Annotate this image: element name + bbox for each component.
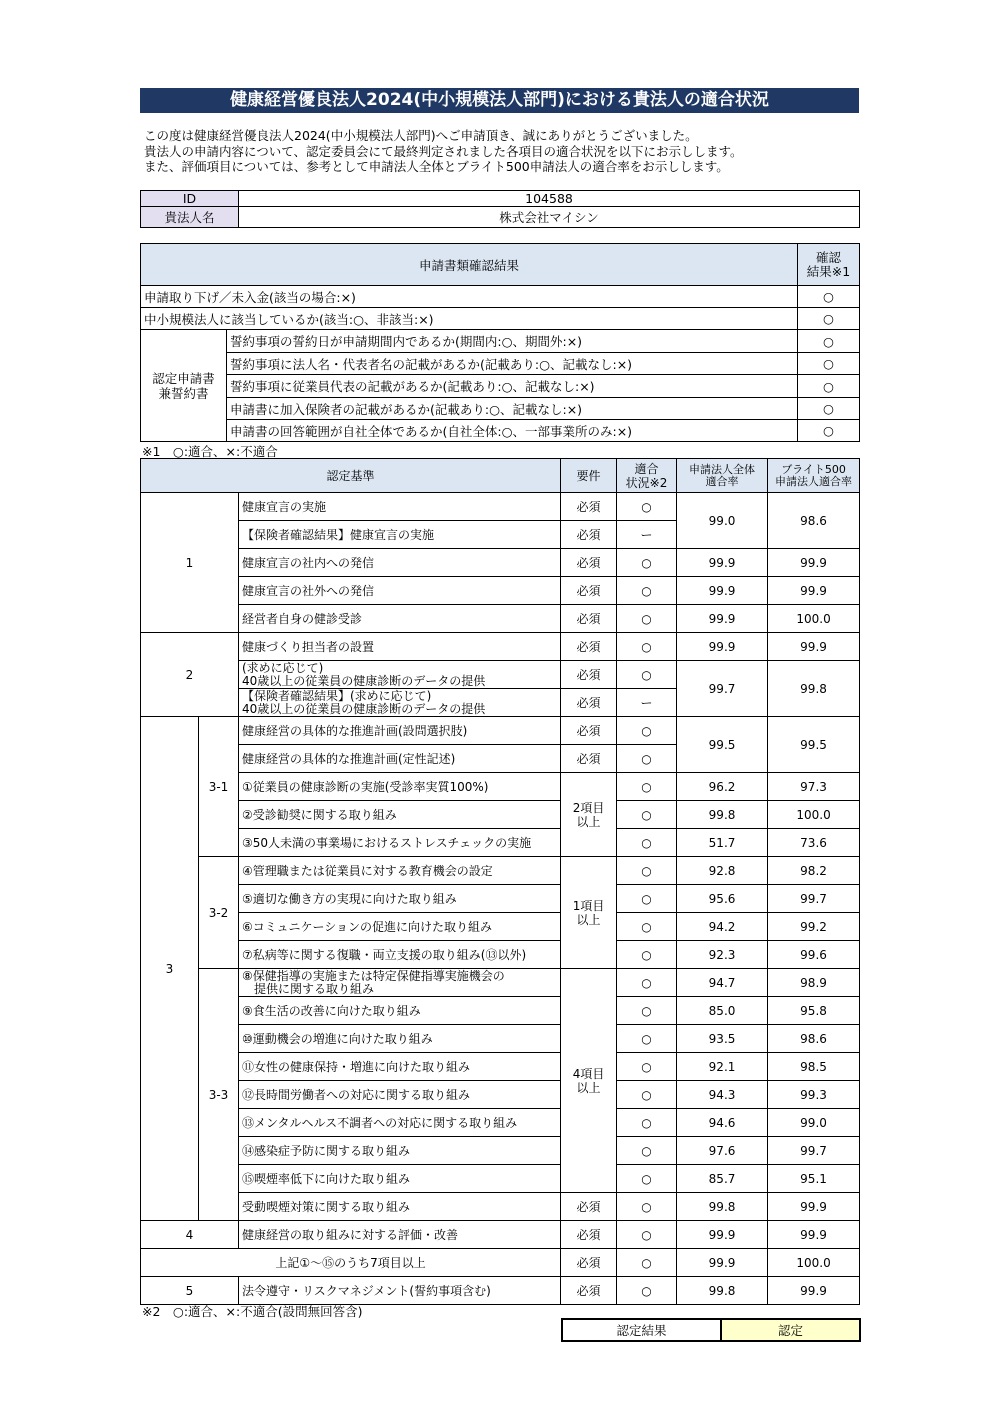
requirement: 必須 <box>561 605 617 633</box>
status: ○ <box>617 1193 677 1221</box>
bright500-rate: 99.9 <box>768 633 860 661</box>
final-result-value: 認定 <box>721 1319 860 1341</box>
criteria-item <box>239 689 561 717</box>
requirement: 必須 <box>561 633 617 661</box>
req-line: 4項目 <box>572 1066 605 1081</box>
criteria-item: ⑮喫煙率低下に向けた取り組み <box>239 1165 561 1193</box>
criteria-item: ③50人未満の事業場におけるストレスチェックの実施 <box>239 829 561 857</box>
requirement <box>561 969 617 1193</box>
bright500-rate: 99.8 <box>768 661 860 717</box>
requirement: 必須 <box>561 1193 617 1221</box>
status: ー <box>617 521 677 549</box>
criteria-item: ⑩運動機会の増進に向けた取り組み <box>239 1025 561 1053</box>
bright500-rate: 99.9 <box>768 549 860 577</box>
check-row-result: ○ <box>798 330 860 353</box>
status: ○ <box>617 1081 677 1109</box>
bright500-rate: 100.0 <box>768 605 860 633</box>
status: ○ <box>617 969 677 997</box>
bright500-rate: 73.6 <box>768 829 860 857</box>
bright500-rate: 99.0 <box>768 1109 860 1137</box>
intro-text <box>144 128 743 175</box>
check-row-label: 申請取り下げ／未入金(該当の場合:×) <box>141 286 798 308</box>
status: ○ <box>617 829 677 857</box>
criteria-item <box>239 969 561 997</box>
bright500-rate: 99.7 <box>768 1137 860 1165</box>
all-rate: 99.9 <box>677 549 768 577</box>
group-label: 5 <box>141 1277 239 1305</box>
status: ○ <box>617 1053 677 1081</box>
final-result-label: 認定結果 <box>562 1319 721 1341</box>
bright500-rate: 100.0 <box>768 801 860 829</box>
criteria-item: ②受診勧奨に関する取り組み <box>239 801 561 829</box>
header-line: 確認 <box>816 249 842 265</box>
requirement: 必須 <box>561 549 617 577</box>
check-row-result: ○ <box>798 375 860 398</box>
status: ○ <box>617 745 677 773</box>
check-row-label: 中小規模法人に該当しているか(該当:○、非該当:×) <box>141 308 798 330</box>
status: ○ <box>617 661 677 689</box>
requirement <box>561 773 617 857</box>
group-label-line: 兼誓約書 <box>158 385 209 401</box>
bright500-rate: 98.6 <box>768 493 860 549</box>
criteria-item: ⑦私病等に関する復職・両立支援の取り組み(⑬以外) <box>239 941 561 969</box>
status: ○ <box>617 1137 677 1165</box>
req-line: 以上 <box>576 912 601 927</box>
check-row-label: 申請書に加入保険者の記載があるか(記載あり:○、記載なし:×) <box>227 398 798 420</box>
status: ○ <box>617 717 677 745</box>
check-row-result: ○ <box>798 308 860 330</box>
status: ー <box>617 689 677 717</box>
all-rate: 99.9 <box>677 633 768 661</box>
all-rate: 99.8 <box>677 801 768 829</box>
requirement: 必須 <box>561 521 617 549</box>
requirement <box>561 857 617 969</box>
criteria-item: 健康宣言の社内への発信 <box>239 549 561 577</box>
header-line: 結果※1 <box>806 263 851 279</box>
bright500-rate-header <box>768 459 860 493</box>
item-line: 提供に関する取り組み <box>242 981 375 996</box>
requirement: 必須 <box>561 689 617 717</box>
requirement: 必須 <box>561 661 617 689</box>
all-rate: 99.9 <box>677 1249 768 1277</box>
criteria-item: ⑭感染症予防に関する取り組み <box>239 1137 561 1165</box>
all-rate: 92.3 <box>677 941 768 969</box>
check-row-label: 申請書の回答範囲が自社全体であるか(自社全体:○、一部事業所のみ:×) <box>227 420 798 442</box>
criteria-item: 健康経営の具体的な推進計画(定性記述) <box>239 745 561 773</box>
requirement-header: 要件 <box>561 459 617 493</box>
status: ○ <box>617 1165 677 1193</box>
status-header <box>617 459 677 493</box>
pledge-group-label <box>141 330 227 442</box>
req-line: 2項目 <box>572 800 605 815</box>
subgroup-label: 3-1 <box>199 717 239 857</box>
status: ○ <box>617 801 677 829</box>
group-label-line: 認定申請書 <box>152 370 215 386</box>
criteria-item: 健康経営の具体的な推進計画(設問選択肢) <box>239 717 561 745</box>
subgroup-label: 3-3 <box>199 969 239 1221</box>
subgroup-label: 3-2 <box>199 857 239 969</box>
all-rate: 92.1 <box>677 1053 768 1081</box>
bright500-rate: 98.5 <box>768 1053 860 1081</box>
all-rate: 94.3 <box>677 1081 768 1109</box>
criteria-item: ⑥コミュニケーションの促進に向けた取り組み <box>239 913 561 941</box>
all-rate: 97.6 <box>677 1137 768 1165</box>
item-line: (求めに応じて) <box>242 660 324 675</box>
status: ○ <box>617 997 677 1025</box>
all-rate: 99.9 <box>677 605 768 633</box>
criteria-item: ⑨食生活の改善に向けた取り組み <box>239 997 561 1025</box>
status: ○ <box>617 1249 677 1277</box>
group-label: 2 <box>141 633 239 717</box>
final-result-table <box>561 1318 861 1342</box>
corp-name-value: 株式会社マイシン <box>239 207 860 228</box>
criteria-item: ①従業員の健康診断の実施(受診率実質100%) <box>239 773 561 801</box>
all-rate: 99.5 <box>677 717 768 773</box>
all-rate: 99.7 <box>677 661 768 717</box>
status: ○ <box>617 577 677 605</box>
criteria-item: ④管理職または従業員に対する教育機会の設定 <box>239 857 561 885</box>
bright500-rate: 99.7 <box>768 885 860 913</box>
all-rate: 94.6 <box>677 1109 768 1137</box>
status: ○ <box>617 913 677 941</box>
item-line: 【保険者確認結果】(求めに応じて) <box>242 688 432 703</box>
requirement: 必須 <box>561 1249 617 1277</box>
requirement: 必須 <box>561 1277 617 1305</box>
all-rate: 96.2 <box>677 773 768 801</box>
status: ○ <box>617 1025 677 1053</box>
check-row-result: ○ <box>798 398 860 420</box>
all-rate-header <box>677 459 768 493</box>
all-rate: 85.7 <box>677 1165 768 1193</box>
intro-line: この度は健康経営優良法人2024(中小規模法人部門)へご申請頂き、誠にありがとうございました。 <box>144 128 698 143</box>
group-label: 3 <box>141 717 199 1221</box>
all-rate: 51.7 <box>677 829 768 857</box>
all-rate: 85.0 <box>677 997 768 1025</box>
check-row-result: ○ <box>798 420 860 442</box>
check-row-result: ○ <box>798 286 860 308</box>
page-title: 健康経営優良法人2024(中小規模法人部門)における貴法人の適合状況 <box>140 88 859 113</box>
all-rate: 99.0 <box>677 493 768 549</box>
status: ○ <box>617 549 677 577</box>
all-rate: 94.2 <box>677 913 768 941</box>
intro-line: また、評価項目については、参考として申請法人全体とブライト500申請法人の適合率をお示しします。 <box>144 159 729 174</box>
status: ○ <box>617 633 677 661</box>
criteria-item: 【保険者確認結果】健康宣言の実施 <box>239 521 561 549</box>
status: ○ <box>617 1221 677 1249</box>
all-rate: 99.8 <box>677 1193 768 1221</box>
criteria-item: ⑬メンタルヘルス不調者への対応に関する取り組み <box>239 1109 561 1137</box>
bright500-rate: 95.8 <box>768 997 860 1025</box>
criteria-item: 健康宣言の社外への発信 <box>239 577 561 605</box>
check-result-header <box>798 244 860 286</box>
status: ○ <box>617 857 677 885</box>
bright500-rate: 99.2 <box>768 913 860 941</box>
req-line: 以上 <box>576 814 601 829</box>
document-check-header: 申請書類確認結果 <box>141 244 798 286</box>
requirement: 必須 <box>561 577 617 605</box>
req-line: 1項目 <box>572 898 605 913</box>
status: ○ <box>617 773 677 801</box>
req-line: 以上 <box>576 1080 601 1095</box>
bright500-rate: 100.0 <box>768 1249 860 1277</box>
check-note: ※1 ○:適合、×:不適合 <box>142 444 278 459</box>
criteria-item: 法令遵守・リスクマネジメント(誓約事項含む) <box>239 1277 561 1305</box>
group-label: 1 <box>141 493 239 633</box>
criteria-item: 健康宣言の実施 <box>239 493 561 521</box>
status: ○ <box>617 941 677 969</box>
bright500-rate: 99.9 <box>768 577 860 605</box>
criteria-header: 認定基準 <box>141 459 561 493</box>
bright500-rate: 99.9 <box>768 1277 860 1305</box>
bright500-rate: 99.9 <box>768 1221 860 1249</box>
all-rate: 93.5 <box>677 1025 768 1053</box>
corp-name-label: 貴法人名 <box>141 207 239 228</box>
check-row-label: 誓約事項の誓約日が申請期間内であるか(期間内:○、期間外:×) <box>227 330 798 353</box>
all-rate: 99.9 <box>677 1221 768 1249</box>
bright500-rate: 99.6 <box>768 941 860 969</box>
all-rate: 99.8 <box>677 1277 768 1305</box>
requirement: 必須 <box>561 1221 617 1249</box>
bright500-rate: 99.3 <box>768 1081 860 1109</box>
status: ○ <box>617 885 677 913</box>
group-label: 4 <box>141 1221 239 1249</box>
header-line: ブライト500 <box>781 462 846 476</box>
header-line: 申請法人適合率 <box>775 474 853 488</box>
item-line: 40歳以上の従業員の健康診断のデータの提供 <box>242 701 486 716</box>
criteria-item <box>239 661 561 689</box>
criteria-item: 上記①～⑮のうち7項目以上 <box>141 1249 561 1277</box>
corp-info-table <box>140 190 860 228</box>
id-value: 104588 <box>239 191 860 207</box>
status: ○ <box>617 493 677 521</box>
document-check-table <box>140 243 860 442</box>
all-rate: 95.6 <box>677 885 768 913</box>
requirement: 必須 <box>561 493 617 521</box>
criteria-item: ⑪女性の健康保持・増進に向けた取り組み <box>239 1053 561 1081</box>
criteria-item: ⑤適切な働き方の実現に向けた取り組み <box>239 885 561 913</box>
criteria-item: 経営者自身の健診受診 <box>239 605 561 633</box>
status: ○ <box>617 605 677 633</box>
criteria-item: 受動喫煙対策に関する取り組み <box>239 1193 561 1221</box>
bright500-rate: 98.6 <box>768 1025 860 1053</box>
bright500-rate: 95.1 <box>768 1165 860 1193</box>
all-rate: 99.9 <box>677 577 768 605</box>
check-row-label: 誓約事項に法人名・代表者名の記載があるか(記載あり:○、記載なし:×) <box>227 353 798 375</box>
id-label: ID <box>141 191 239 207</box>
criteria-item: 健康づくり担当者の設置 <box>239 633 561 661</box>
status: ○ <box>617 1109 677 1137</box>
check-row-label: 誓約事項に従業員代表の記載があるか(記載あり:○、記載なし:×) <box>227 375 798 398</box>
all-rate: 92.8 <box>677 857 768 885</box>
criteria-table <box>140 458 860 1305</box>
bright500-rate: 99.9 <box>768 1193 860 1221</box>
bright500-rate: 98.2 <box>768 857 860 885</box>
criteria-item: ⑫長時間労働者への対応に関する取り組み <box>239 1081 561 1109</box>
check-row-result: ○ <box>798 353 860 375</box>
intro-line: 貴法人の申請内容について、認定委員会にて最終判定されました各項目の適合状況を以下にお示しします。 <box>144 143 743 159</box>
bright500-rate: 99.5 <box>768 717 860 773</box>
header-line: 適合率 <box>705 474 739 488</box>
item-line: ⑧保健指導の実施または特定保健指導実施機会の <box>242 968 505 983</box>
requirement: 必須 <box>561 717 617 745</box>
header-line: 適合 <box>634 461 659 476</box>
criteria-note: ※2 ○:適合、×:不適合(設問無回答含) <box>142 1304 363 1319</box>
requirement: 必須 <box>561 745 617 773</box>
item-line: 40歳以上の従業員の健康診断のデータの提供 <box>242 673 486 688</box>
header-line: 申請法人全体 <box>689 462 756 476</box>
bright500-rate: 97.3 <box>768 773 860 801</box>
status: ○ <box>617 1277 677 1305</box>
bright500-rate: 98.9 <box>768 969 860 997</box>
criteria-item: 健康経営の取り組みに対する評価・改善 <box>239 1221 561 1249</box>
all-rate: 94.7 <box>677 969 768 997</box>
header-line: 状況※2 <box>625 475 668 490</box>
